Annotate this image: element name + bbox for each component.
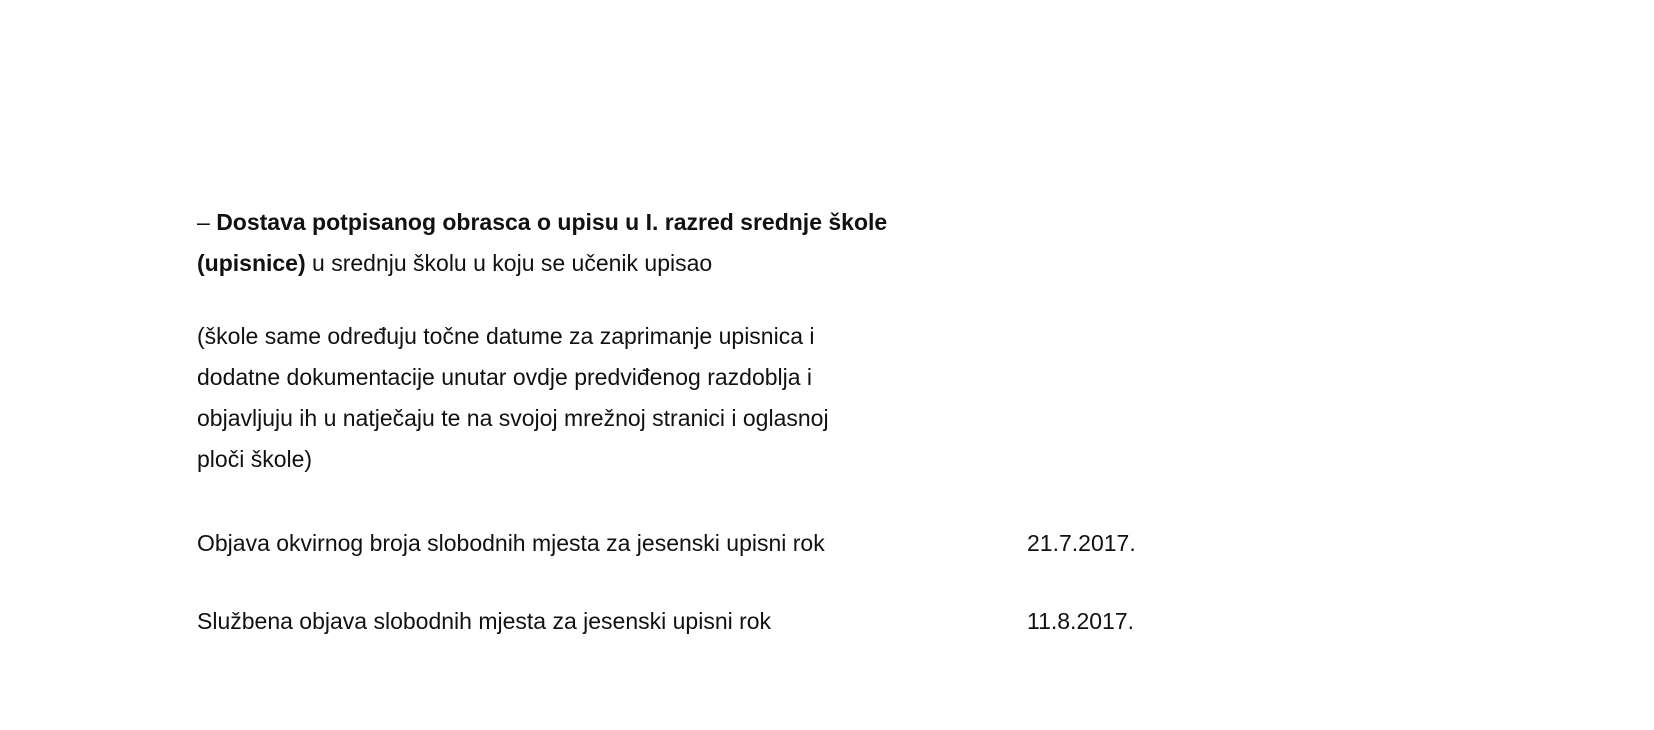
item-title-bold: Dostava potpisanog obrasca o upisu u I. razred srednje škole <box>216 209 888 235</box>
note-line: objavljuju ih u natječaju te na svojoj mrežnoj stranici i oglasnoj <box>197 405 829 431</box>
enrollment-form-delivery-item <box>197 202 1017 284</box>
item-title-line-2 <box>197 243 1017 284</box>
schedule-row <box>197 601 1197 642</box>
note-line: (škole same određuju točne datume za zaprimanje upisnica i <box>197 323 815 349</box>
schedule-row-date: 21.7.2017. <box>1027 530 1136 556</box>
schedule-row <box>197 523 1197 564</box>
item-dash: – <box>197 209 217 235</box>
schools-note <box>197 316 987 480</box>
item-title-line-1 <box>197 202 1017 243</box>
schedule-row-date: 11.8.2017. <box>1027 608 1135 634</box>
note-line: dodatne dokumentacije unutar ovdje predviđenog razdoblja i <box>197 364 813 390</box>
schedule-row-description: Objava okvirnog broja slobodnih mjesta za jesenski upisni rok <box>197 530 825 556</box>
schedule-row-description: Službena objava slobodnih mjesta za jesenski upisni rok <box>197 608 772 634</box>
item-title-rest: u srednju školu u koju se učenik upisao <box>305 250 713 276</box>
note-line: ploči škole) <box>197 446 313 472</box>
item-title-bold-line-2: (upisnice) <box>197 250 306 276</box>
